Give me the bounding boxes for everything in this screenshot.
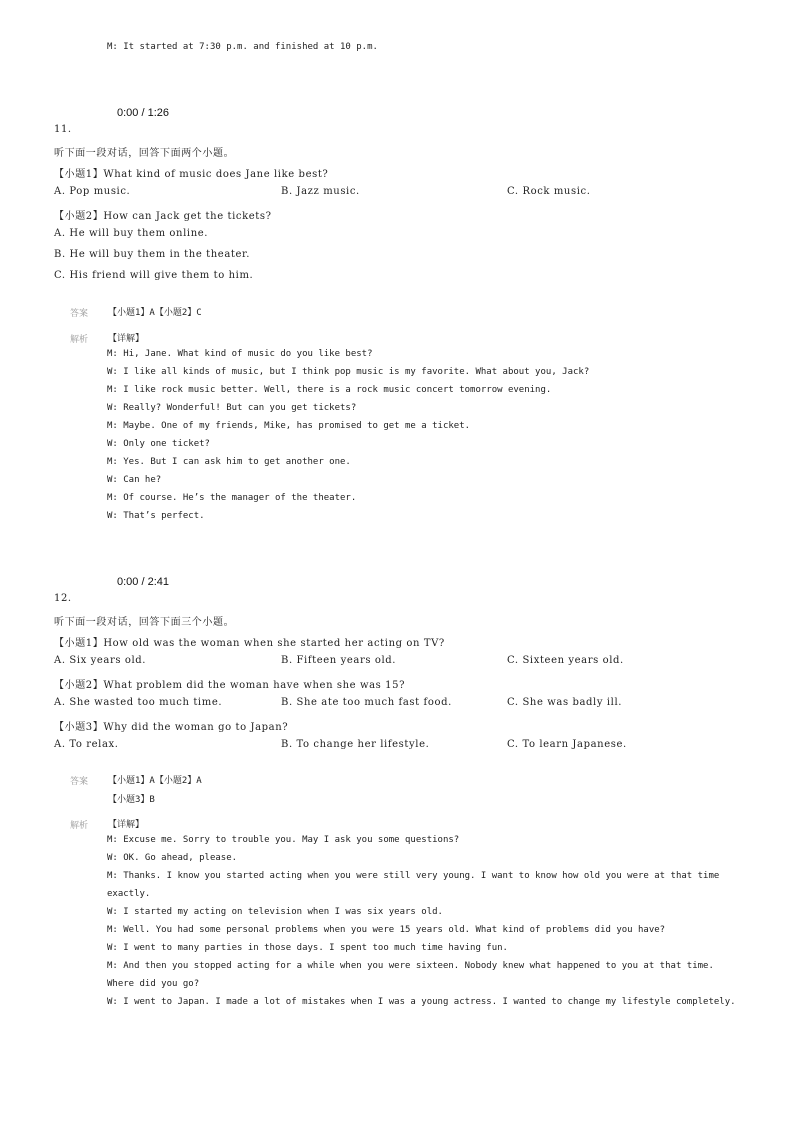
audio-time-q11: 0:00 / 1:26 xyxy=(117,107,169,119)
question-number-12: 12. xyxy=(54,593,72,604)
answer-label-q11: 答案 xyxy=(70,309,89,319)
option-12-1-c: C. Sixteen years old. xyxy=(507,655,624,666)
dialogue-line-q11: M: I like rock music better. Well, there is a rock music concert tomorrow evening. xyxy=(107,385,552,395)
dialogue-line-q11: M: Yes. But I can ask him to get another one. xyxy=(107,457,351,467)
dialogue-line-q11: W: Only one ticket? xyxy=(107,439,210,449)
answer-label-q12: 答案 xyxy=(70,777,89,787)
dialogue-line-q12: exactly. xyxy=(107,889,151,899)
previous-dialogue-line: M: It started at 7:30 p.m. and finished at 10 p.m. xyxy=(107,42,378,52)
sub-question-11-2: 【小题2】How can Jack get the tickets? xyxy=(54,211,272,222)
option-12-2-c: C. She was badly ill. xyxy=(507,697,623,708)
sub-question-11-1: 【小题1】What kind of music does Jane like best? xyxy=(54,169,329,180)
dialogue-line-q11: W: I like all kinds of music, but I think pop music is my favorite. What about you, Jack? xyxy=(107,367,590,377)
detail-heading-q12: 【详解】 xyxy=(108,820,145,830)
option-12-1-b: B. Fifteen years old. xyxy=(281,655,397,666)
sub-question-12-3: 【小题3】Why did the woman go to Japan? xyxy=(54,722,289,733)
audio-player-q11[interactable] xyxy=(117,107,169,119)
dialogue-line-q11: W: Can he? xyxy=(107,475,162,485)
option-11-1-a: A. Pop music. xyxy=(54,186,131,197)
dialogue-line-q12: M: And then you stopped acting for a while when you were sixteen. Nobody knew what happened to you at that time. xyxy=(107,961,714,971)
dialogue-line-q12: M: Thanks. I know you started acting when you were still very young. I want to know how old you were at that time xyxy=(107,871,720,881)
sub-question-12-1: 【小题1】How old was the woman when she started her acting on TV? xyxy=(54,638,445,649)
dialogue-line-q12: W: I went to many parties in those days. I spent too much time having fun. xyxy=(107,943,508,953)
detail-heading-q11: 【详解】 xyxy=(108,334,145,344)
dialogue-line-q11: M: Of course. He’s the manager of the theater. xyxy=(107,493,357,503)
instruction-q12: 听下面一段对话，回答下面三个小题。 xyxy=(54,617,235,628)
dialogue-line-q12: M: Excuse me. Sorry to trouble you. May I ask you some questions? xyxy=(107,835,460,845)
option-11-2-c: C. His friend will give them to him. xyxy=(54,270,254,281)
question-number-11: 11. xyxy=(54,124,72,135)
option-12-1-a: A. Six years old. xyxy=(54,655,147,666)
option-12-3-c: C. To learn Japanese. xyxy=(507,739,627,750)
option-11-2-a: A. He will buy them online. xyxy=(54,228,209,239)
option-12-3-a: A. To relax. xyxy=(54,739,119,750)
dialogue-line-q12: W: I started my acting on television when I was six years old. xyxy=(107,907,443,917)
sub-question-12-2: 【小题2】What problem did the woman have when she was 15? xyxy=(54,680,406,691)
answer-text-q12: 【小题1】A【小题2】A xyxy=(108,776,202,786)
audio-time-q12: 0:00 / 2:41 xyxy=(117,576,169,588)
dialogue-line-q11: M: Hi, Jane. What kind of music do you like best? xyxy=(107,349,373,359)
option-12-2-b: B. She ate too much fast food. xyxy=(281,697,452,708)
analysis-label-q12: 解析 xyxy=(70,821,89,831)
dialogue-line-q12: M: Well. You had some personal problems when you were 15 years old. What kind of problems did you have? xyxy=(107,925,666,935)
option-12-3-b: B. To change her lifestyle. xyxy=(281,739,430,750)
dialogue-line-q12: W: I went to Japan. I made a lot of mistakes when I was a young actress. I wanted to change my lifestyle completely. xyxy=(107,997,736,1007)
option-12-2-a: A. She wasted too much time. xyxy=(54,697,223,708)
instruction-q11: 听下面一段对话，回答下面两个小题。 xyxy=(54,148,235,159)
analysis-label-q11: 解析 xyxy=(70,335,89,345)
option-11-1-c: C. Rock music. xyxy=(507,186,591,197)
dialogue-line-q11: W: That’s perfect. xyxy=(107,511,205,521)
dialogue-line-q11: W: Really? Wonderful! But can you get tickets? xyxy=(107,403,357,413)
dialogue-line-q11: M: Maybe. One of my friends, Mike, has promised to get me a ticket. xyxy=(107,421,471,431)
option-11-2-b: B. He will buy them in the theater. xyxy=(54,249,251,260)
option-11-1-b: B. Jazz music. xyxy=(281,186,360,197)
answer-text-q11: 【小题1】A【小题2】C xyxy=(108,308,202,318)
dialogue-line-q12: W: OK. Go ahead, please. xyxy=(107,853,238,863)
audio-player-q12[interactable] xyxy=(117,576,169,588)
answer-text-q12-line2: 【小题3】B xyxy=(108,795,155,805)
dialogue-line-q12: Where did you go? xyxy=(107,979,200,989)
